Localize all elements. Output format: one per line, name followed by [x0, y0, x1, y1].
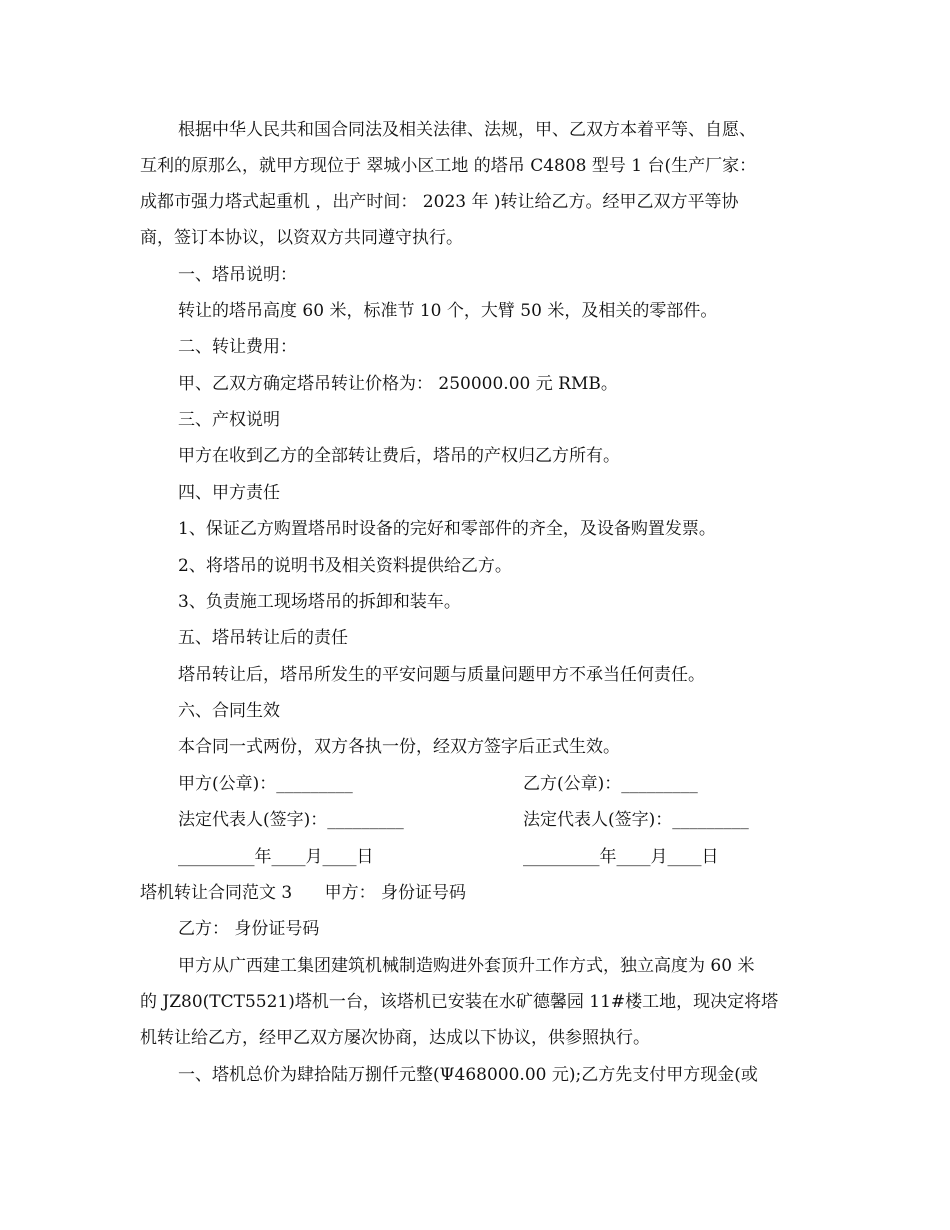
next-contract-line-4: 一、塔机总价为肆拾陆万捌仟元整(Ψ468000.00 元);乙方先支付甲方现金(或	[178, 1065, 758, 1085]
next-contract-party-b: 乙方： 身份证号码	[178, 919, 320, 939]
section-4-item-2: 2、将塔吊的说明书及相关资料提供给乙方。	[178, 556, 512, 576]
next-contract-line-2: 的 JZ80(TCT5521)塔机一台，该塔机已安装在水矿德馨园 11#楼工地，现决定将塔	[140, 992, 779, 1012]
party-b-representative: 法定代表人(签字)：_________	[523, 810, 749, 830]
intro-line-2: 互利的原那么，就甲方现位于 翠城小区工地 的塔吊 C4808 型号 1 台(生产厂家：	[140, 156, 757, 176]
section-6-title: 六、合同生效	[178, 701, 280, 721]
next-contract-line-1: 甲方从广西建工集团建筑机械制造购进外套顶升工作方式，独立高度为 60 米	[178, 956, 755, 976]
intro-line-4: 商，签订本协议，以资双方共同遵守执行。	[140, 228, 463, 248]
section-3-title: 三、产权说明	[178, 410, 280, 430]
party-a-date: _________年____月____日	[178, 847, 374, 867]
section-2-text: 甲、乙双方确定塔吊转让价格为： 250000.00 元 RMB。	[178, 374, 618, 394]
party-a-seal: 甲方(公章)：_________	[178, 774, 353, 794]
section-1-text: 转让的塔吊高度 60 米，标准节 10 个，大臂 50 米，及相关的零部件。	[178, 301, 718, 321]
intro-line-1: 根据中华人民共和国合同法及相关法律、法规，甲、乙双方本着平等、自愿、	[178, 120, 756, 140]
intro-line-3: 成都市强力塔式起重机 ，出产时间： 2023 年 )转让给乙方。经甲乙双方平等协	[140, 192, 739, 212]
party-b-seal: 乙方(公章)：_________	[523, 774, 698, 794]
section-5-title: 五、塔吊转让后的责任	[178, 628, 348, 648]
section-4-title: 四、甲方责任	[178, 483, 280, 503]
party-b-date: _________年____月____日	[523, 847, 719, 867]
section-4-item-3: 3、负责施工现场塔吊的拆卸和装车。	[178, 592, 461, 612]
next-contract-line-3: 机转让给乙方，经甲乙双方屡次协商，达成以下协议，供参照执行。	[140, 1028, 650, 1048]
section-5-text: 塔吊转让后，塔吊所发生的平安问题与质量问题甲方不承当任何责任。	[178, 665, 705, 685]
next-contract-title: 塔机转让合同范文 3 甲方： 身份证号码	[140, 883, 467, 903]
party-a-representative: 法定代表人(签字)：_________	[178, 810, 404, 830]
section-3-text: 甲方在收到乙方的全部转让费后，塔吊的产权归乙方所有。	[178, 446, 620, 466]
section-4-item-1: 1、保证乙方购置塔吊时设备的完好和零部件的齐全，及设备购置发票。	[178, 519, 716, 539]
section-1-title: 一、塔吊说明：	[178, 265, 297, 285]
section-6-text: 本合同一式两份，双方各执一份，经双方签字后正式生效。	[178, 737, 620, 757]
section-2-title: 二、转让费用：	[178, 337, 297, 357]
